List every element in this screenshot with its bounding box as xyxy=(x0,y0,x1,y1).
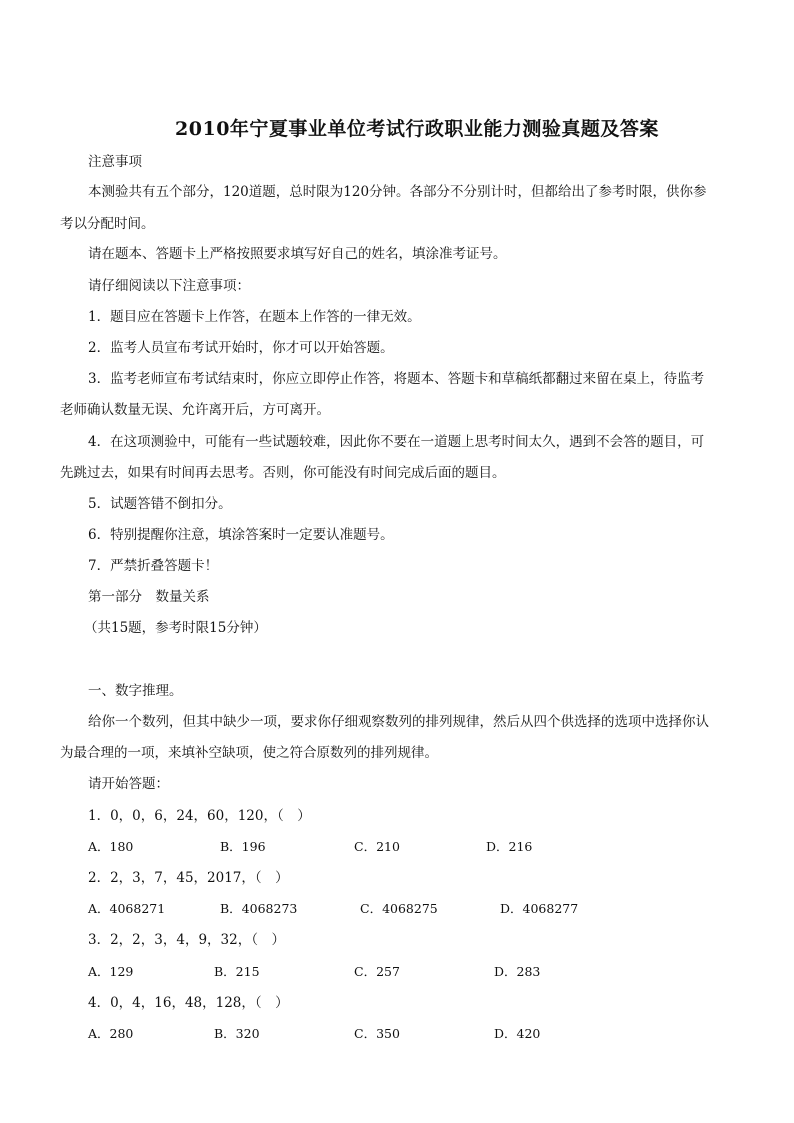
question-1-option-d: D．216 xyxy=(486,839,533,854)
notice-item-3-line1: 3．监考老师宣布考试结束时，你应立即停止作答，将题本、答题卡和草稿纸都翻过来留在桌上，待监考 xyxy=(88,371,705,387)
section1-heading: 一、数字推理。 xyxy=(88,683,183,699)
notice-item-4-line1: 4．在这项测验中，可能有一些试题较难，因此你不要在一道题上思考时间太久，遇到不会答的题目，可 xyxy=(88,434,705,450)
notice-item-3-line2: 老师确认数量无误、允许离开后，方可离开。 xyxy=(60,402,330,418)
notice-para1-line2: 考以分配时间。 xyxy=(60,216,155,232)
question-3-option-c: C．257 xyxy=(354,964,400,979)
question-3-option-b: B．215 xyxy=(214,964,260,979)
section1-desc-line2: 为最合理的一项，来填补空缺项，使之符合原数列的排列规律。 xyxy=(60,745,438,761)
question-2-option-d: D．4068277 xyxy=(500,901,579,916)
question-2-stem: 2．2，3，7，45，2017，（ ） xyxy=(88,870,289,886)
question-4-option-d: D．420 xyxy=(494,1026,541,1041)
notice-para1-line1: 本测验共有五个部分，120道题，总时限为120分钟。各部分不分别计时，但都给出了参考时限，供你参 xyxy=(88,184,707,200)
notice-item-7: 7．严禁折叠答题卡！ xyxy=(88,558,219,574)
notice-heading: 注意事项 xyxy=(88,154,142,170)
part1-subheading: （共15题，参考时限15分钟） xyxy=(84,620,267,636)
part1-heading: 第一部分 数量关系 xyxy=(88,589,210,605)
question-3-stem: 3．2，2，3，4，9，32，（ ） xyxy=(88,932,285,948)
notice-para3: 请仔细阅读以下注意事项： xyxy=(88,278,250,294)
section1-start: 请开始答题： xyxy=(88,776,169,792)
notice-item-2: 2．监考人员宣布考试开始时，你才可以开始答题。 xyxy=(88,340,394,356)
notice-item-5: 5．试题答错不倒扣分。 xyxy=(88,496,232,512)
notice-item-4-line2: 先跳过去，如果有时间再去思考。否则，你可能没有时间完成后面的题目。 xyxy=(60,465,506,481)
section1-desc-line1: 给你一个数列，但其中缺少一项，要求你仔细观察数列的排列规律，然后从四个供选择的选项中选择你认 xyxy=(88,714,709,730)
question-2-option-a: A．4068271 xyxy=(88,901,166,916)
notice-para2: 请在题本、答题卡上严格按照要求填写好自己的姓名，填涂准考证号。 xyxy=(88,246,507,262)
question-2-option-c: C．4068275 xyxy=(360,901,438,916)
question-3-option-a: A．129 xyxy=(88,964,134,979)
notice-item-1: 1．题目应在答题卡上作答，在题本上作答的一律无效。 xyxy=(88,309,421,325)
question-4-option-a: A．280 xyxy=(88,1026,134,1041)
question-4-option-b: B．320 xyxy=(214,1026,260,1041)
question-1-stem: 1．0，0，6，24，60，120，（ ） xyxy=(88,808,311,824)
question-3-option-d: D．283 xyxy=(494,964,541,979)
question-1-option-c: C．210 xyxy=(354,839,400,854)
question-4-stem: 4．0，4，16，48，128，（ ） xyxy=(88,995,289,1011)
question-1-option-b: B．196 xyxy=(220,839,266,854)
question-2-option-b: B．4068273 xyxy=(220,901,298,916)
question-1-option-a: A．180 xyxy=(88,839,134,854)
notice-item-6: 6．特别提醒你注意，填涂答案时一定要认准题号。 xyxy=(88,527,394,543)
page-title: 2010年宁夏事业单位考试行政职业能力测验真题及答案 xyxy=(175,118,659,140)
question-4-option-c: C．350 xyxy=(354,1026,400,1041)
